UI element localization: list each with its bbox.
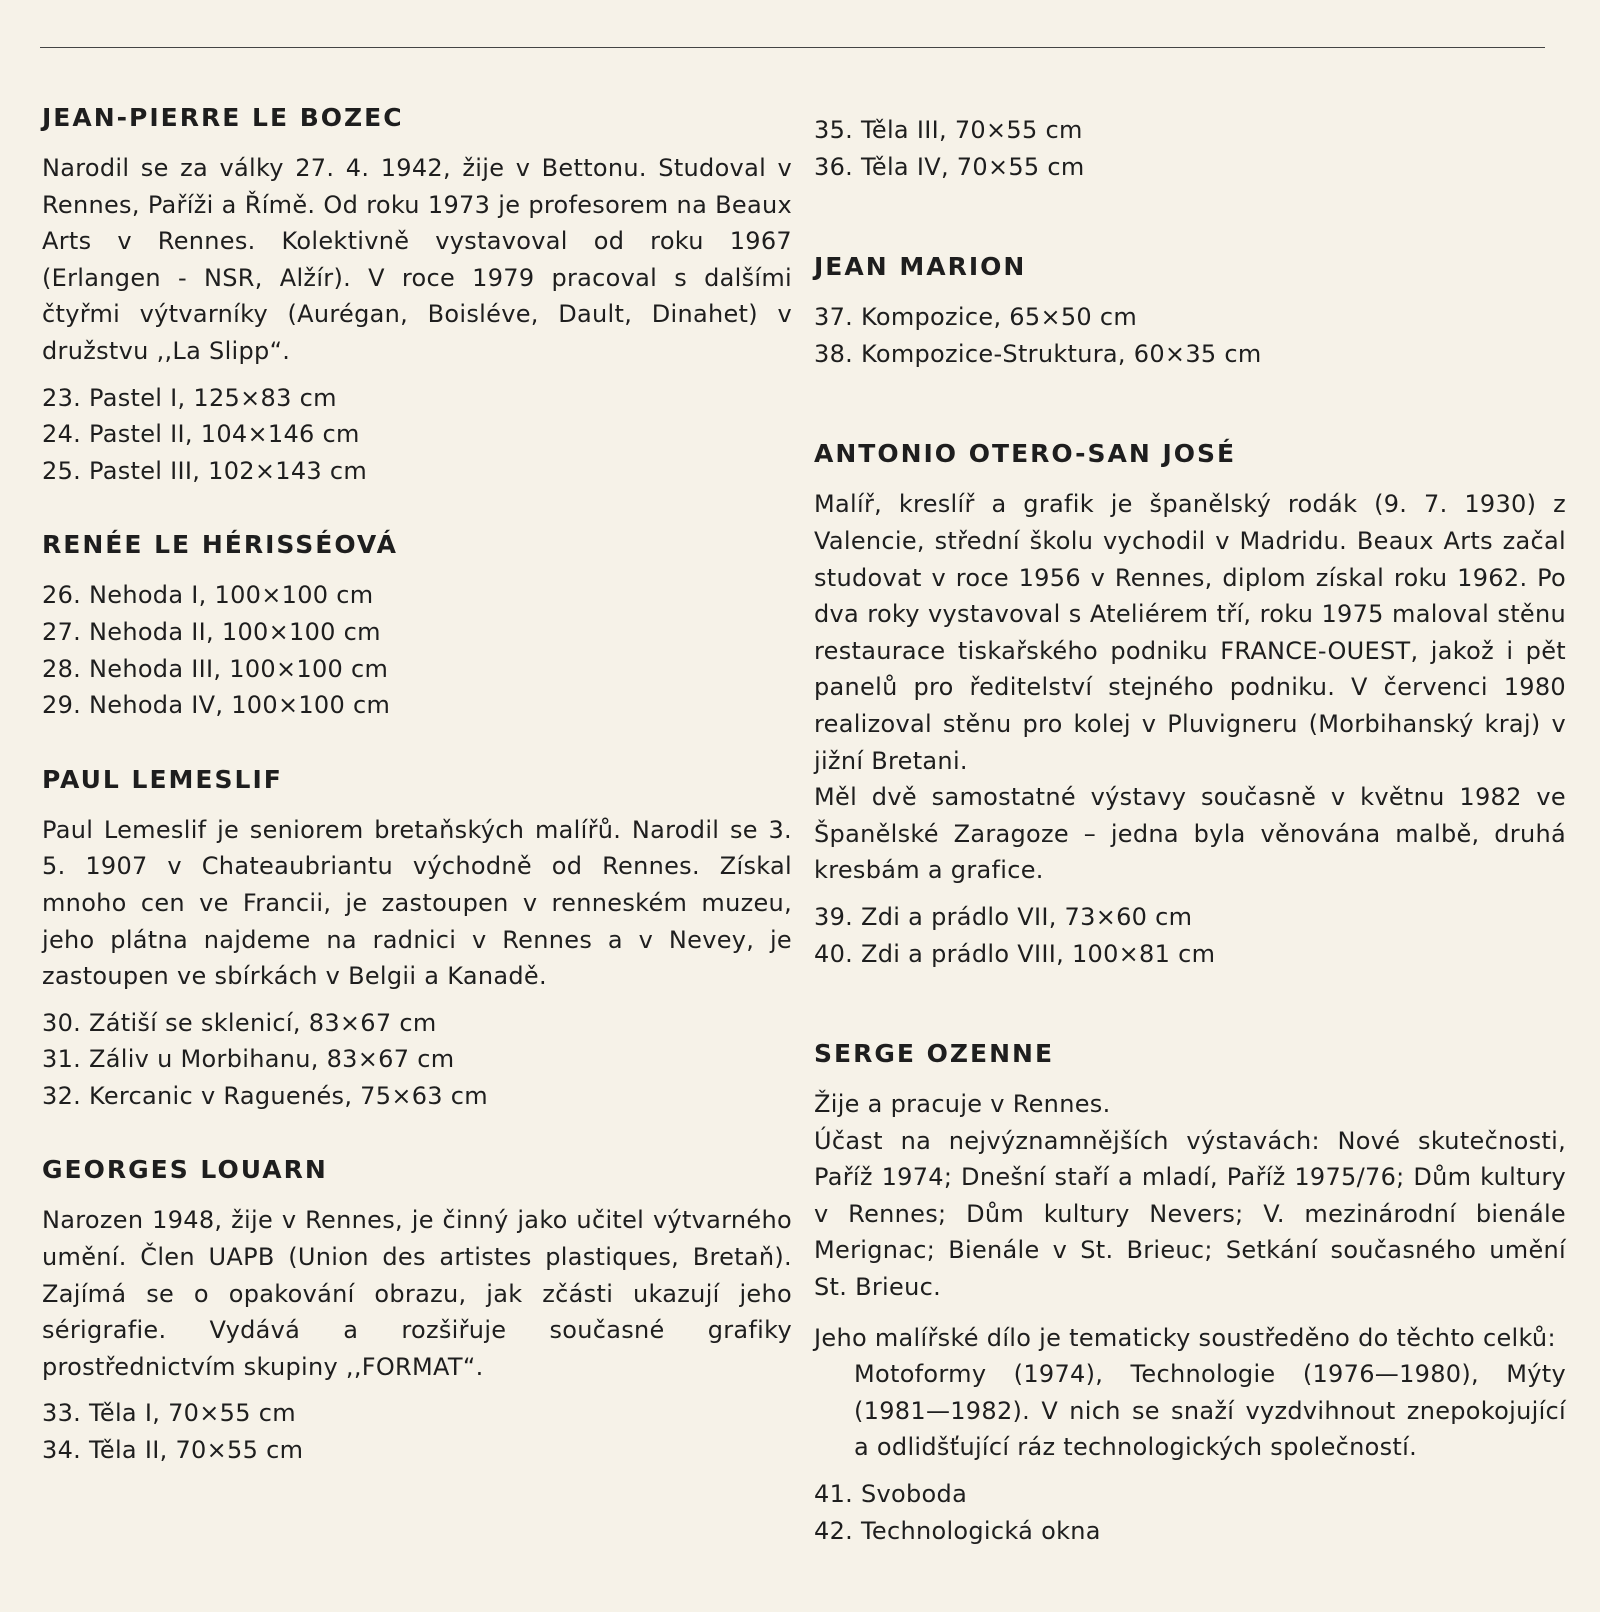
artist-bio: Narozen 1948, žije v Rennes, je činný jako učitel výtvarného umění. Člen UAPB (Union des artistes plastiques, Bretaň). Zajímá se o opakování obrazu, jak zčásti ukazují jeho sérigrafie. Vydává a rozšiřuje současné grafiky prostřednictvím skupiny ,,FORMAT“. <box>42 1206 792 1381</box>
work-item: 29. Nehoda IV, 100×100 cm <box>42 691 391 720</box>
artist-section-marion <box>814 249 1566 372</box>
top-rule <box>40 47 1545 48</box>
work-item: 34. Těla II, 70×55 cm <box>42 1436 304 1465</box>
works-list <box>42 380 792 490</box>
artist-heading: GEORGES LOUARN <box>42 1155 328 1185</box>
work-item: 38. Kompozice-Struktura, 60×35 cm <box>814 339 1262 368</box>
work-item: 32. Kercanic v Raguenés, 75×63 cm <box>42 1081 488 1110</box>
artist-heading: RENÉE LE HÉRISSÉOVÁ <box>42 530 398 560</box>
artist-section-le-bozec <box>42 100 792 489</box>
artist-bio-indented: Motoformy (1974), Technologie (1976—1980), Mýty (1981—1982). V nich se snaží vyzdvihnout znepokojující a odlidšťující ráz technologických společností. <box>854 1360 1566 1462</box>
works-list <box>42 577 792 723</box>
continued-works-list <box>814 112 1566 185</box>
artist-bio: Účast na nejvýznamnějších výstavách: Nové skutečnosti, Paříž 1974; Dnešní staří a mladí, Paříž 1975/76; Dům kultury v Rennes; Dům kultury Nevers; V. mezinárodní bienále Merignac; Bienále v St. Brieuc; Setkání současného umění St. Brieuc. <box>814 1126 1566 1302</box>
artist-section-ozenne <box>814 1036 1566 1549</box>
artist-bio: Narodil se za války 27. 4. 1942, žije v Bettonu. Studoval v Rennes, Paříži a Římě. Od roku 1973 je profesorem na Beaux Arts v Rennes. Kolektivně vystavoval od roku 1967 (Erlangen - NSR, Alžír). V roce 1979 pracoval s dalšími čtyřmi výtvarníky (Aurégan, Boisléve, Dault, Dinahet) v družstvu ,,La Slipp“. <box>42 154 792 365</box>
artist-bio: Malíř, kreslíř a grafik je španělský rodák (9. 7. 1930) z Valencie, střední školu vychodil v Madridu. Beaux Arts začal studovat v roce 1956 v Rennes, diplom získal roku 1962. Po dva roky vystavoval s Ateliérem tří, roku 1975 maloval stěnu restaurace tiskařského podniku FRANCE-OUEST, jakož i pět panelů pro ředitelství stejného podniku. V červenci 1980 realizoval stěnu pro kolej v Pluvigneru (Morbihanský kraj) v jižní Bretani. <box>814 490 1566 775</box>
artist-heading: JEAN-PIERRE LE BOZEC <box>42 103 404 132</box>
work-item: 36. Těla IV, 70×55 cm <box>814 152 1085 181</box>
work-item: 35. Těla III, 70×55 cm <box>814 116 1083 144</box>
works-list <box>42 1395 792 1468</box>
work-item: 25. Pastel III, 102×143 cm <box>42 456 368 485</box>
artist-bio: Měl dvě samostatné výstavy současně v květnu 1982 ve Španělské Zaragoze – jedna byla věnována malbě, druhá kresbám a grafice. <box>814 783 1566 885</box>
work-item: 24. Pastel II, 104×146 cm <box>42 420 360 449</box>
work-item: 30. Zátiší se sklenicí, 83×67 cm <box>42 1008 437 1037</box>
work-item: 33. Těla I, 70×55 cm <box>42 1399 296 1428</box>
artist-section-lemeslif <box>42 762 792 1115</box>
artist-heading: PAUL LEMESLIF <box>42 764 283 794</box>
work-item: 39. Zdi a prádlo VII, 73×60 cm <box>814 902 1193 931</box>
work-item: 40. Zdi a prádlo VIII, 100×81 cm <box>814 939 1216 968</box>
artist-section-le-herisseova <box>42 527 792 723</box>
artist-section-louarn <box>42 1152 792 1468</box>
artist-bio: Žije a pracuje v Rennes. <box>814 1090 1111 1119</box>
artist-bio-lead: Jeho malířské dílo je tematicky soustředěno do těchto celků: <box>814 1323 1556 1352</box>
artist-section-otero-san-jose <box>814 436 1566 972</box>
artist-heading: ANTONIO OTERO-SAN JOSÉ <box>814 439 1237 469</box>
work-item: 27. Nehoda II, 100×100 cm <box>42 617 381 646</box>
works-list <box>814 299 1566 372</box>
work-item: 37. Kompozice, 65×50 cm <box>814 303 1138 332</box>
artist-heading: JEAN MARION <box>814 252 1027 282</box>
work-item: 42. Technologická okna <box>814 1516 1101 1545</box>
work-item: 26. Nehoda I, 100×100 cm <box>42 581 374 610</box>
work-item: 23. Pastel I, 125×83 cm <box>42 383 337 412</box>
left-column <box>42 100 792 1469</box>
work-item: 41. Svoboda <box>814 1480 968 1509</box>
artist-bio: Paul Lemeslif je seniorem bretaňských malířů. Narodil se 3. 5. 1907 v Chateaubriantu východně od Rennes. Získal mnoho cen ve Francii, je zastoupen v renneském muzeu, jeho plátna najdeme na radnici v Rennes a v Nevey, je zastoupen ve sbírkách v Belgii a Kanadě. <box>42 815 792 991</box>
right-column <box>814 112 1566 1549</box>
work-item: 31. Záliv u Morbihanu, 83×67 cm <box>42 1045 455 1074</box>
works-list <box>42 1005 792 1115</box>
works-list <box>814 899 1566 972</box>
work-item: 28. Nehoda III, 100×100 cm <box>42 654 389 683</box>
works-list <box>814 1476 1566 1549</box>
artist-heading: SERGE OZENNE <box>814 1039 1055 1069</box>
